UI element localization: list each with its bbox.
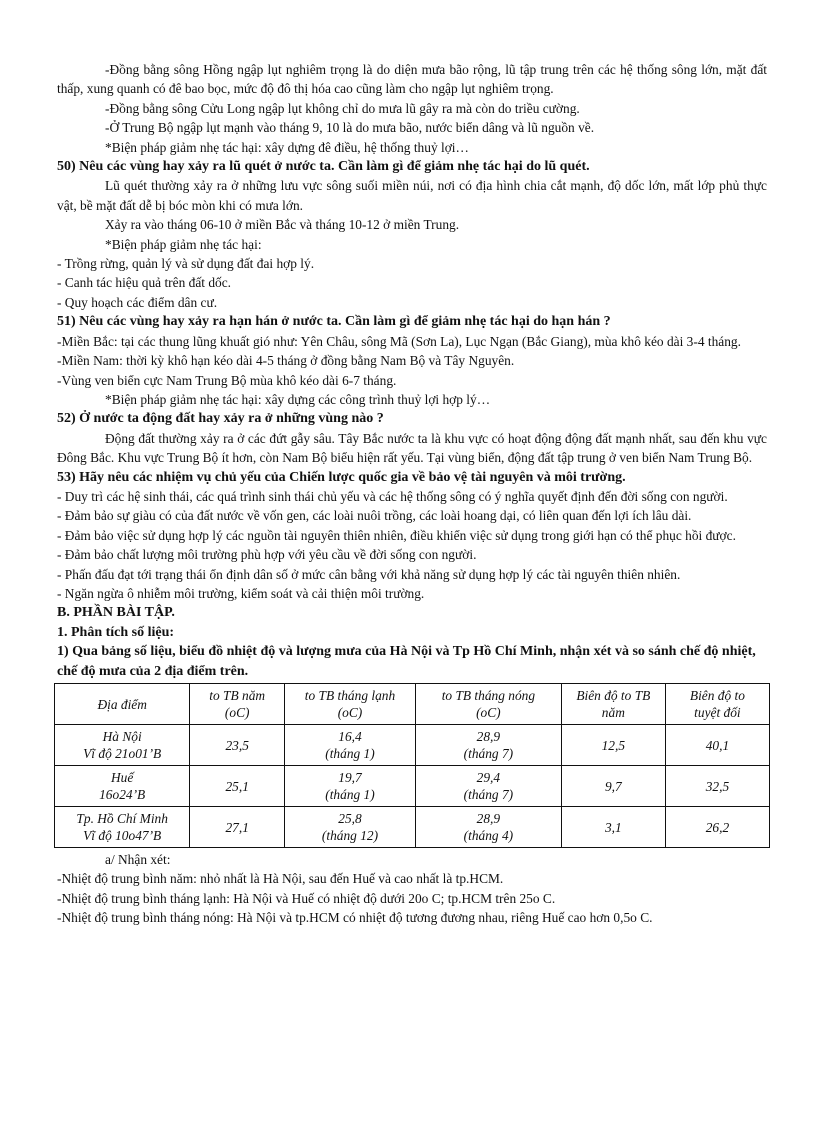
q50-item: - Trồng rừng, quản lý và sử dụng đất đai hợp lý. xyxy=(57,256,315,272)
q50-item: - Canh tác hiệu quả trên đất dốc. xyxy=(57,275,232,291)
remark-item: -Nhiệt độ trung bình tháng nóng: Hà Nội và tp.HCM có nhiệt độ tương đương nhau, riêng Huế cao hơn 0,5o C. xyxy=(57,910,653,926)
q50-measures-heading: *Biện pháp giảm nhẹ tác hại: xyxy=(105,236,262,252)
cell-amp-abs: 26,2 xyxy=(665,807,769,848)
cell-cold: 25,8 (tháng 12) xyxy=(285,807,416,848)
cell-place: Huế 16o24’B xyxy=(55,766,190,807)
question-50-title: 50) Nêu các vùng hay xảy ra lũ quét ở nước ta. Cần làm gì để giảm nhẹ tác hại do lũ quét. xyxy=(57,159,590,175)
q53-item: - Đảm bảo chất lượng môi trường phù hợp với yêu cầu về đời sống con người. xyxy=(57,547,477,563)
remark-item: -Nhiệt độ trung bình tháng lạnh: Hà Nội và Huế có nhiệt độ dưới 20o C; tp.HCM trên 25o C. xyxy=(57,890,556,906)
header-annual-temp: to TB năm (oC) xyxy=(190,684,285,725)
cell-annual: 27,1 xyxy=(190,807,285,848)
q53-item: - Ngăn ngừa ô nhiễm môi trường, kiểm soát và cải thiện môi trường. xyxy=(57,585,425,601)
q51-measures-text: *Biện pháp giảm nhẹ tác hại: xây dựng các công trình thuỷ lợi hợp lý… xyxy=(105,391,491,407)
cell-place: Tp. Hồ Chí Minh Vĩ độ 10o47’B xyxy=(55,807,190,848)
cell-annual: 25,1 xyxy=(190,766,285,807)
q52-paragraph: Động đất thường xảy ra ở các đứt gẫy sâu. Tây Bắc nước ta là khu vực có hoạt động động đất mạnh nhất, sau đến khu vực Đông Bắc. Khu vực Trung Bộ ít hơn, còn Nam Bộ biểu hiện rất yếu. Tại vùng biển, động đất tập trung ở ven biển Nam Trung Bộ. xyxy=(57,430,767,466)
cell-cold: 19,7 (tháng 1) xyxy=(285,766,416,807)
document-page xyxy=(57,60,767,928)
temperature-table xyxy=(54,683,770,848)
cell-hot: 28,9 (tháng 4) xyxy=(415,807,561,848)
flood-red-river-text: -Đồng bằng sông Hồng ngập lụt nghiêm trọng là do diện mưa bão rộng, lũ tập trung trên các hệ thống sông lớn, mặt đất thấp, xung quanh có đê bao bọc, mức độ đô thị hóa cao cũng làm cho ngập lụt nghiêm trọng. xyxy=(57,62,767,97)
cell-hot: 28,9 (tháng 7) xyxy=(415,725,561,766)
q53-item: - Đảm bảo việc sử dụng hợp lý các nguồn tài nguyên thiên nhiên, điều khiển việc sử dụng trong giới hạn có thể phục hồi được. xyxy=(57,527,736,543)
table-row xyxy=(55,725,770,766)
q51-item: -Miền Bắc: tại các thung lũng khuất gió như: Yên Châu, sông Mã (Sơn La), Lục Ngạn (Bắc Giang), mùa khô kéo dài 3-4 tháng. xyxy=(57,333,741,349)
flood-mekong-text: -Đồng bằng sông Cửu Long ngập lụt không chỉ do mưa lũ gây ra mà còn do triều cường. xyxy=(105,100,580,116)
header-place: Địa điểm xyxy=(55,684,190,725)
question-52-title: 52) Ở nước ta động đất hay xảy ra ở những vùng nào ? xyxy=(57,411,384,427)
cell-place: Hà Nội Vĩ độ 21o01’B xyxy=(55,725,190,766)
question-53-title: 53) Hãy nêu các nhiệm vụ chủ yếu của Chiến lược quốc gia về bảo vệ tài nguyên và môi trường. xyxy=(57,469,626,485)
flood-measures-text: *Biện pháp giảm nhẹ tác hại: xây dựng đê điều, hệ thống thuỷ lợi… xyxy=(105,139,469,155)
part-b-subheading: 1. Phân tích số liệu: xyxy=(57,624,175,640)
header-absolute-amplitude: Biên độ to tuyệt đối xyxy=(665,684,769,725)
cell-amp-mean: 12,5 xyxy=(561,725,665,766)
remark-item: -Nhiệt độ trung bình năm: nhỏ nhất là Hà Nội, sau đến Huế và cao nhất là tp.HCM. xyxy=(57,871,504,887)
q50-paragraph-2: Xảy ra vào tháng 06-10 ở miền Bắc và tháng 10-12 ở miền Trung. xyxy=(105,217,460,233)
table-row xyxy=(55,807,770,848)
header-mean-amplitude: Biên độ to TB năm xyxy=(561,684,665,725)
q53-item: - Phấn đấu đạt tới trạng thái ổn định dân số ở mức cân bằng với khả năng sử dụng hợp lý các tài nguyên thiên nhiên. xyxy=(57,566,681,582)
part-b-heading: B. PHẦN BÀI TẬP. xyxy=(57,605,175,621)
cell-amp-mean: 3,1 xyxy=(561,807,665,848)
cell-amp-abs: 40,1 xyxy=(665,725,769,766)
q53-item: - Đảm bảo sự giàu có của đất nước về vốn gen, các loài nuôi trồng, các loài hoang dại, có liên quan đến lợi ích lâu dài. xyxy=(57,508,692,524)
question-51-title: 51) Nêu các vùng hay xảy ra hạn hán ở nước ta. Cần làm gì để giảm nhẹ tác hại do hạn hán ? xyxy=(57,314,611,330)
cell-hot: 29,4 (tháng 7) xyxy=(415,766,561,807)
header-hot-month-temp: to TB tháng nóng (oC) xyxy=(415,684,561,725)
q50-paragraph-1: Lũ quét thường xảy ra ở những lưu vực sông suối miền núi, nơi có địa hình chia cắt mạnh, độ dốc lớn, mất lớp phủ thực vật, bề mặt đất dễ bị bóc mòn khi có mưa lớn. xyxy=(57,178,767,213)
q53-item: - Duy trì các hệ sinh thái, các quá trình sinh thái chủ yếu và các hệ thống sông có ý nghĩa quyết định đến đời sống con người. xyxy=(57,488,728,504)
flood-central-text: -Ở Trung Bộ ngập lụt mạnh vào tháng 9, 10 là do mưa bão, nước biển dâng và lũ nguồn về. xyxy=(105,120,595,136)
cell-cold: 16,4 (tháng 1) xyxy=(285,725,416,766)
q51-item: -Miền Nam: thời kỳ khô hạn kéo dài 4-5 tháng ở đồng bằng Nam Bộ và Tây Nguyên. xyxy=(57,353,515,369)
table-header-row xyxy=(55,684,770,725)
header-cold-month-temp: to TB tháng lạnh (oC) xyxy=(285,684,416,725)
q51-item: -Vùng ven biển cực Nam Trung Bộ mùa khô kéo dài 6-7 tháng. xyxy=(57,372,397,388)
cell-amp-mean: 9,7 xyxy=(561,766,665,807)
remarks-heading: a/ Nhận xét: xyxy=(105,852,171,867)
cell-annual: 23,5 xyxy=(190,725,285,766)
exercise-1-title: 1) Qua bảng số liệu, biểu đồ nhiệt độ và lượng mưa của Hà Nội và Tp Hồ Chí Minh, nhận xét và so sánh chế độ nhiệt, chế độ mưa của 2 địa điểm trên. xyxy=(57,644,756,679)
table-row xyxy=(55,766,770,807)
cell-amp-abs: 32,5 xyxy=(665,766,769,807)
q50-item: - Quy hoạch các điểm dân cư. xyxy=(57,294,218,310)
